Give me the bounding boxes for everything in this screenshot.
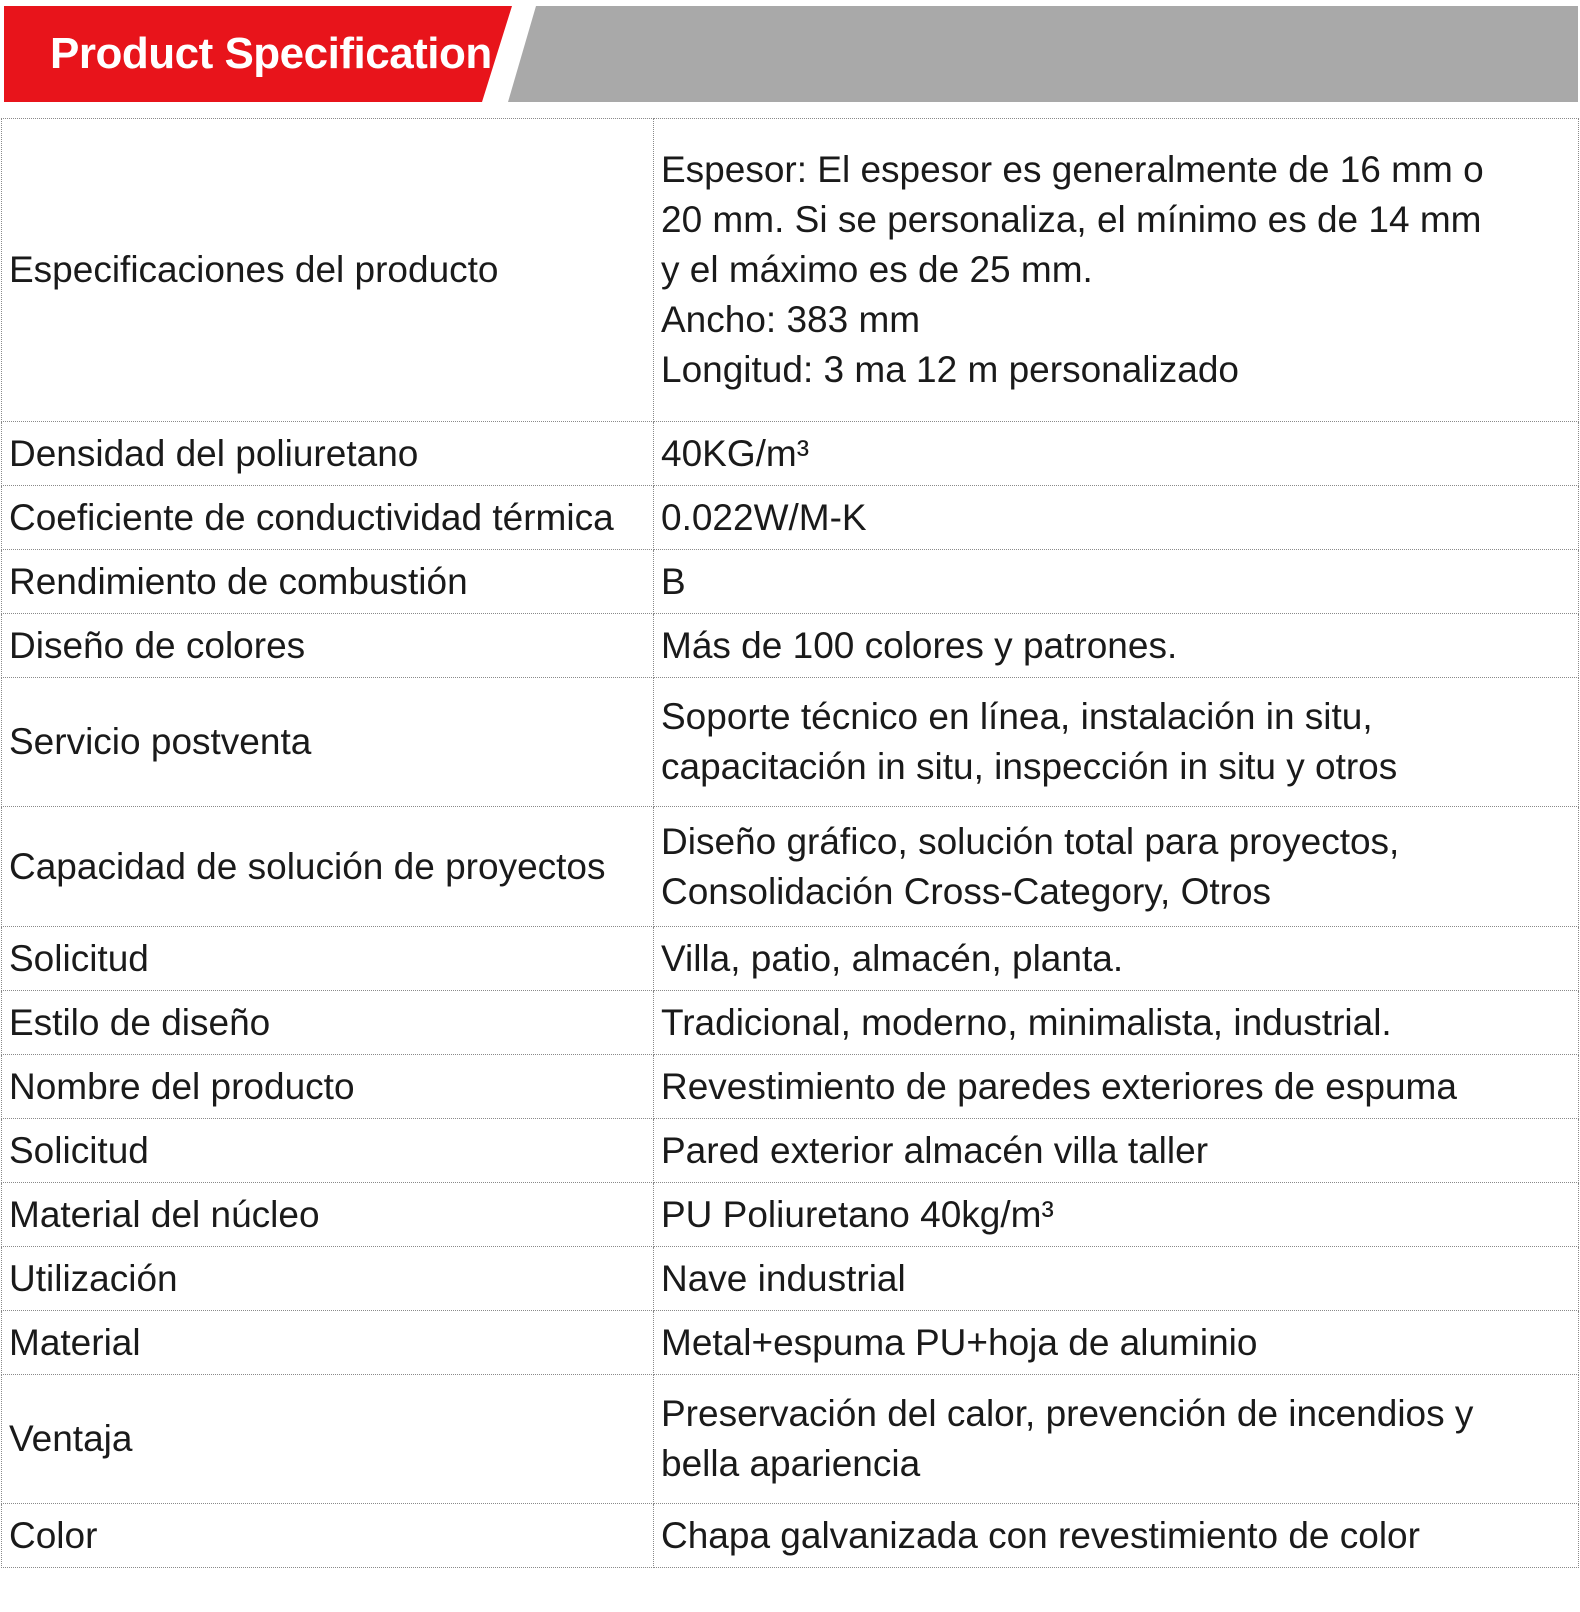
spec-value	[654, 614, 1579, 678]
spec-label: Densidad del poliuretano	[2, 422, 654, 486]
section-title: Product Specification	[50, 29, 492, 78]
spec-label: Servicio postventa	[2, 678, 654, 807]
spec-label: Material del núcleo	[2, 1183, 654, 1247]
spec-value-line: Más de 100 colores y patrones.	[661, 624, 1178, 666]
table-row	[2, 1375, 1579, 1504]
spec-value	[654, 119, 1579, 422]
spec-value	[654, 1375, 1579, 1504]
spec-label: Especificaciones del producto	[2, 119, 654, 422]
spec-value-line: capacitación in situ, inspección in situ y otros	[661, 746, 1398, 787]
spec-value-line: B	[661, 560, 686, 602]
table-row	[2, 1119, 1579, 1183]
spec-value-line: y el máximo es de 25 mm.	[661, 249, 1093, 290]
table-row	[2, 678, 1579, 807]
spec-table-body	[2, 119, 1579, 1568]
spec-value-line: 40KG/m³	[661, 432, 810, 474]
table-row	[2, 927, 1579, 991]
spec-value	[654, 1119, 1579, 1183]
spec-table	[1, 118, 1579, 1568]
spec-value-line: Metal+espuma PU+hoja de aluminio	[661, 1321, 1258, 1363]
spec-value-line: Chapa galvanizada con revestimiento de color	[661, 1514, 1420, 1556]
spec-value-line: Revestimiento de paredes exteriores de espuma	[661, 1065, 1457, 1107]
spec-value	[654, 927, 1579, 991]
table-row	[2, 486, 1579, 550]
table-row	[2, 1247, 1579, 1311]
table-row	[2, 422, 1579, 486]
table-row	[2, 807, 1579, 927]
spec-label: Estilo de diseño	[2, 991, 654, 1055]
spec-value-line: 0.022W/M-K	[661, 496, 867, 538]
table-row	[2, 1183, 1579, 1247]
spec-value	[654, 1055, 1579, 1119]
table-row	[2, 614, 1579, 678]
spec-value-line: Soporte técnico en línea, instalación in situ,	[661, 696, 1373, 737]
table-row	[2, 1055, 1579, 1119]
spec-value	[654, 1504, 1579, 1568]
spec-value-line: Nave industrial	[661, 1257, 906, 1299]
spec-label: Solicitud	[2, 927, 654, 991]
table-row	[2, 119, 1579, 422]
spec-value	[654, 678, 1579, 807]
table-row	[2, 1311, 1579, 1375]
spec-value	[654, 422, 1579, 486]
spec-label: Color	[2, 1504, 654, 1568]
spec-value-line: Preservación del calor, prevención de incendios y	[661, 1393, 1474, 1434]
spec-value-line: 20 mm. Si se personaliza, el mínimo es de 14 mm	[661, 199, 1482, 240]
spec-value-line: Ancho: 383 mm	[661, 299, 921, 340]
table-row	[2, 550, 1579, 614]
spec-label: Coeficiente de conductividad térmica	[2, 486, 654, 550]
spec-value-line: Consolidación Cross-Category, Otros	[661, 870, 1272, 912]
spec-value-line: Villa, patio, almacén, planta.	[661, 937, 1124, 979]
spec-label: Rendimiento de combustión	[2, 550, 654, 614]
spec-value-line: Tradicional, moderno, minimalista, industrial.	[661, 1001, 1392, 1043]
spec-value-line: Pared exterior almacén villa taller	[661, 1129, 1209, 1171]
spec-value-line: Espesor: El espesor es generalmente de 16 mm o	[661, 149, 1484, 190]
spec-value	[654, 991, 1579, 1055]
section-header	[4, 6, 1578, 102]
spec-label: Solicitud	[2, 1119, 654, 1183]
spec-value	[654, 1247, 1579, 1311]
spec-value	[654, 486, 1579, 550]
spec-label: Ventaja	[2, 1375, 654, 1504]
spec-label: Utilización	[2, 1247, 654, 1311]
spec-label: Material	[2, 1311, 654, 1375]
spec-value-line: bella apariencia	[661, 1443, 921, 1484]
spec-value	[654, 1183, 1579, 1247]
spec-value-line: PU Poliuretano 40kg/m³	[661, 1193, 1054, 1235]
header-gray-bar	[508, 6, 1578, 102]
table-row	[2, 1504, 1579, 1568]
spec-label: Nombre del producto	[2, 1055, 654, 1119]
table-row	[2, 991, 1579, 1055]
spec-label: Capacidad de solución de proyectos	[2, 807, 654, 927]
spec-value	[654, 550, 1579, 614]
spec-value	[654, 1311, 1579, 1375]
spec-value-line: Longitud: 3 ma 12 m personalizado	[661, 349, 1239, 390]
spec-label: Diseño de colores	[2, 614, 654, 678]
spec-value	[654, 807, 1579, 927]
spec-value-line: Diseño gráfico, solución total para proyectos,	[661, 820, 1400, 862]
